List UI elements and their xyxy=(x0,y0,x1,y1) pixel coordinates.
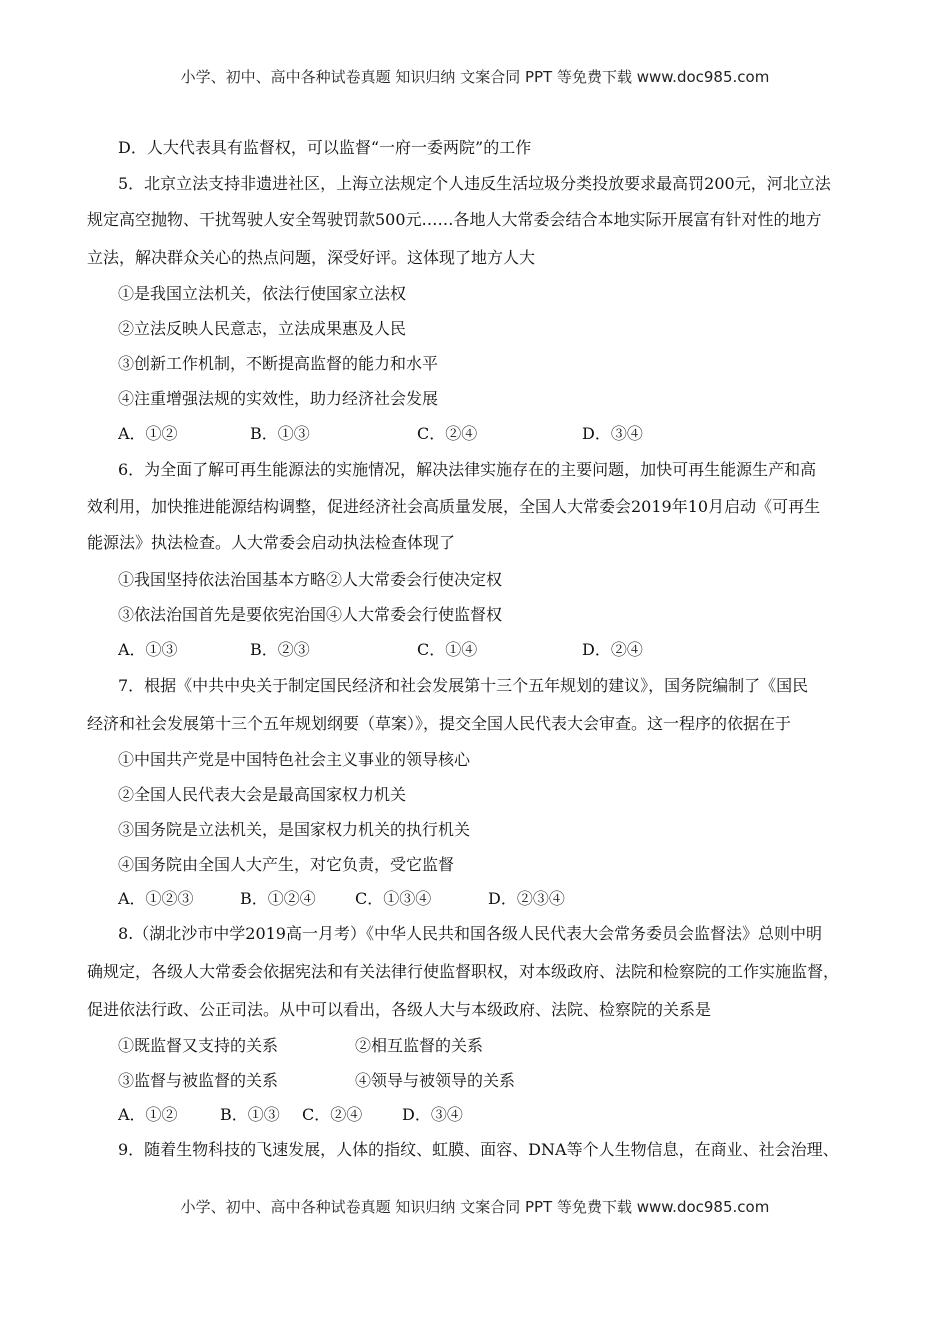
q7-statement: ①中国共产党是中国特色社会主义事业的领导核心 xyxy=(118,750,471,769)
q6-stem: 6．为全面了解可再生能源法的实施情况，解决法律实施存在的主要问题，加快可再生能源生产和高 xyxy=(118,460,817,479)
q8-option-b: B．①③ xyxy=(220,1105,280,1124)
q5-option-a: A．①② xyxy=(118,424,178,443)
q8-statement: ②相互监督的关系 xyxy=(355,1036,484,1055)
q5-stem: 立法，解决群众关心的热点问题，深受好评。这体现了地方人大 xyxy=(87,248,536,267)
q5-stem: 5．北京立法支持非遗进社区，上海立法规定个人违反生活垃圾分类投放要求最高罚200元，河北立法 xyxy=(118,174,831,193)
q8-statement: ①既监督又支持的关系 xyxy=(118,1036,279,1055)
q7-statement: ④国务院由全国人大产生，对它负责，受它监督 xyxy=(118,855,455,874)
q6-option-d: D．②④ xyxy=(582,640,643,659)
q5-statement: ④注重增强法规的实效性，助力经济社会发展 xyxy=(118,389,439,408)
q8-option-a: A．①② xyxy=(118,1105,178,1124)
q5-option-b: B．①③ xyxy=(250,424,310,443)
q8-stem: 8.（湖北沙市中学2019高一月考）《中华人民共和国各级人民代表大会常务委员会监督法》总则中明 xyxy=(118,924,822,943)
q9-stem: 9．随着生物科技的飞速发展，人体的指纹、虹膜、面容、DNA等个人生物信息，在商业、社会治理、 xyxy=(118,1140,839,1159)
q8-stem: 确规定，各级人大常委会依据宪法和有关法律行使监督职权，对本级政府、法院和检察院的工作实施监督， xyxy=(87,962,840,981)
q5-statement: ①是我国立法机关，依法行使国家立法权 xyxy=(118,284,407,303)
q8-statement: ③监督与被监督的关系 xyxy=(118,1071,279,1090)
q8-statement: ④领导与被领导的关系 xyxy=(355,1071,516,1090)
q7-stem: 经济和社会发展第十三个五年规划纲要（草案）》，提交全国人民代表大会审查。这一程序的依据在于 xyxy=(87,714,792,733)
q6-option-c: C．①④ xyxy=(417,640,478,659)
q8-option-c: C．②④ xyxy=(302,1105,363,1124)
page-header-banner: 小学、初中、高中各种试卷真题 知识归纳 文案合同 PPT 等免费下载 www.doc985.com xyxy=(180,68,770,86)
q7-stem: 7．根据《中共中央关于制定国民经济和社会发展第十三个五年规划的建议》，国务院编制了《国民 xyxy=(118,676,809,695)
q6-statement: ③依法治国首先是要依宪治国④人大常委会行使监督权 xyxy=(118,605,503,624)
page-footer-banner: 小学、初中、高中各种试卷真题 知识归纳 文案合同 PPT 等免费下载 www.doc985.com xyxy=(180,1198,770,1216)
q5-stem: 规定高空抛物、干扰驾驶人安全驾驶罚款500元……各地人大常委会结合本地实际开展富有针对性的地方 xyxy=(87,210,822,229)
q8-option-d: D．③④ xyxy=(402,1105,463,1124)
q7-option-d: D．②③④ xyxy=(488,889,565,908)
q6-option-b: B．②③ xyxy=(250,640,310,659)
q7-option-a: A．①②③ xyxy=(118,889,194,908)
q6-stem: 能源法》执法检查。人大常委会启动执法检查体现了 xyxy=(87,533,456,552)
q6-option-a: A．①③ xyxy=(118,640,178,659)
q5-statement: ③创新工作机制，不断提高监督的能力和水平 xyxy=(118,354,439,373)
q7-statement: ③国务院是立法机关，是国家权力机关的执行机关 xyxy=(118,820,471,839)
q5-option-c: C．②④ xyxy=(417,424,478,443)
q6-stem: 效利用，加快推进能源结构调整，促进经济社会高质量发展，全国人大常委会2019年10月启动《可再生 xyxy=(87,497,821,516)
q4-option-d: D．人大代表具有监督权，可以监督“一府一委两院”的工作 xyxy=(118,138,532,157)
q7-option-b: B．①②④ xyxy=(240,889,316,908)
q5-option-d: D．③④ xyxy=(582,424,643,443)
q7-statement: ②全国人民代表大会是最高国家权力机关 xyxy=(118,785,407,804)
q7-option-c: C．①③④ xyxy=(355,889,432,908)
q8-stem: 促进依法行政、公正司法。从中可以看出，各级人大与本级政府、法院、检察院的关系是 xyxy=(87,1000,712,1019)
q6-statement: ①我国坚持依法治国基本方略②人大常委会行使决定权 xyxy=(118,570,503,589)
q5-statement: ②立法反映人民意志，立法成果惠及人民 xyxy=(118,319,407,338)
